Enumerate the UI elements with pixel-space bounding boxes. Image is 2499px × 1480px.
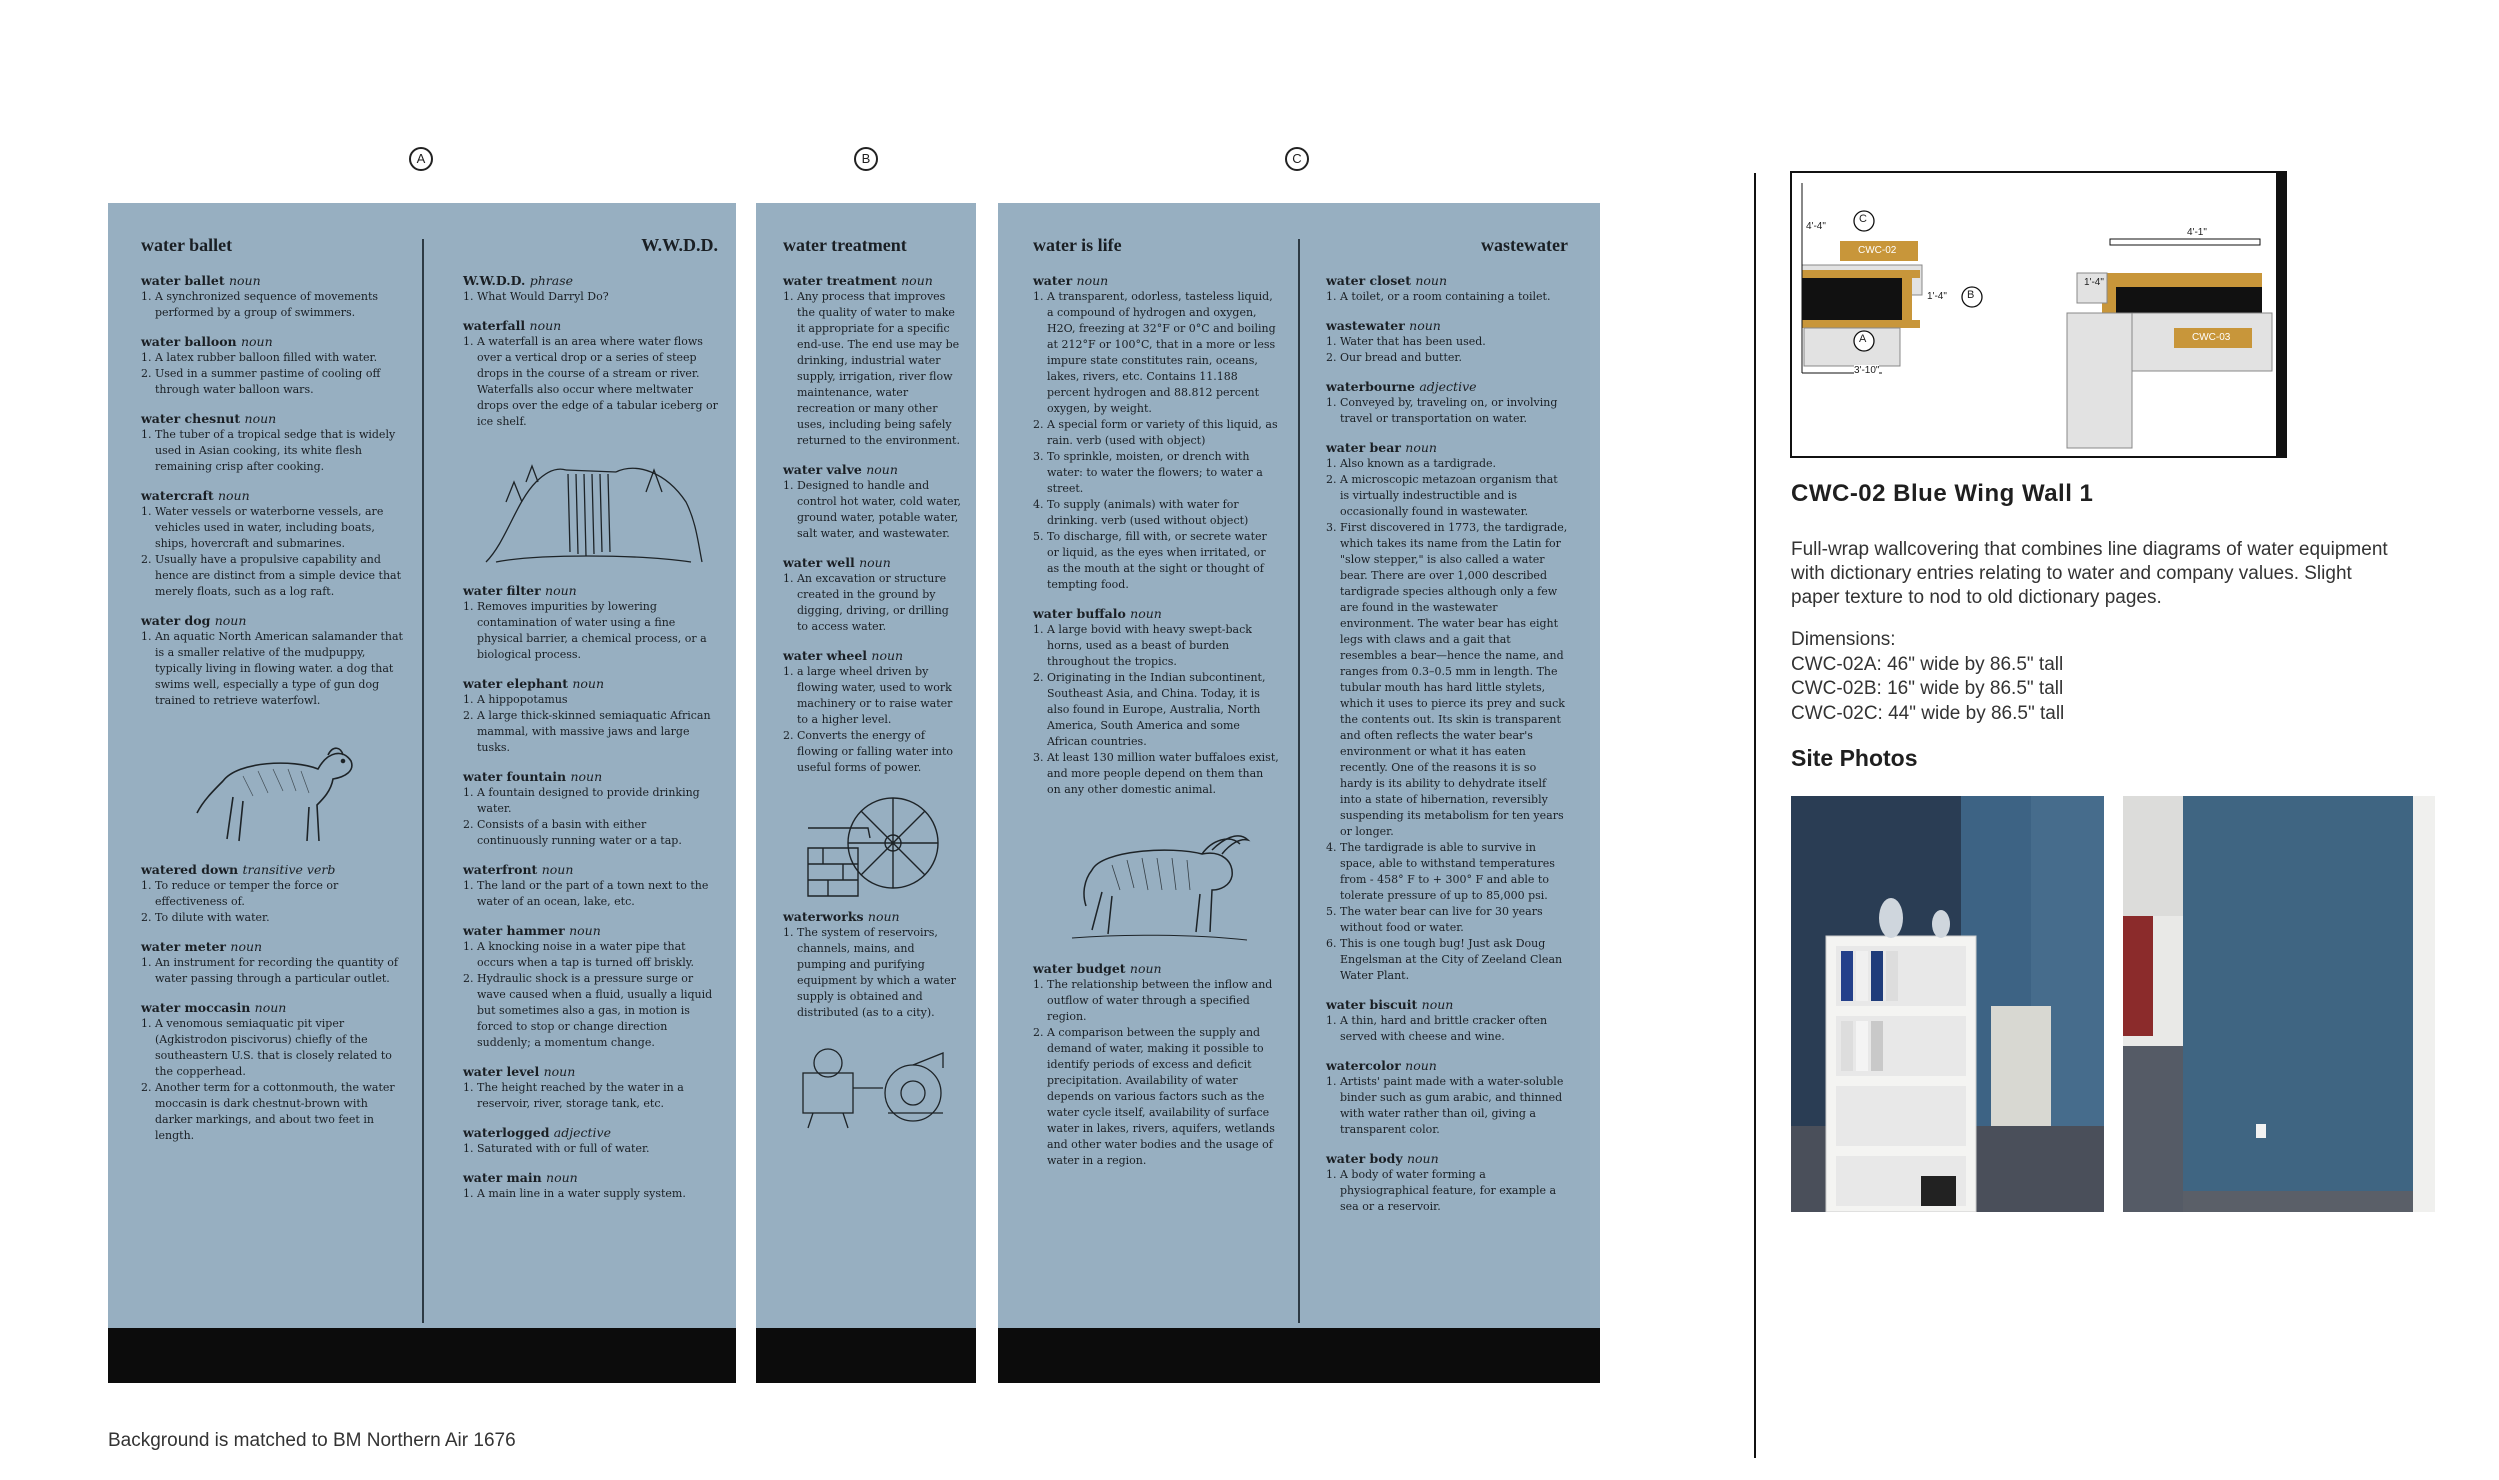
entry-definition: 1. Water that has been used. — [1326, 335, 1486, 348]
entry-part-of-speech: noun — [240, 334, 273, 349]
entry-definition: 1. Also known as a tardigrade. — [1326, 457, 1497, 470]
entry-part-of-speech: noun — [1421, 997, 1454, 1012]
plan-label-b: B — [1967, 289, 1975, 301]
entry-part-of-speech: noun — [871, 648, 904, 663]
dictionary-entry — [783, 554, 962, 635]
entry-part-of-speech: noun — [214, 613, 247, 628]
entry-definition: 1. A synchronized sequence of movements performed by a group of swimmers. — [141, 290, 379, 319]
dictionary-entry — [1326, 996, 1568, 1045]
entry-term-word: water filter — [463, 583, 541, 598]
entry-term — [1033, 960, 1280, 977]
entry-term — [783, 272, 962, 289]
entry-term — [463, 922, 718, 939]
floor-plan — [1790, 171, 2287, 458]
plan-label-c: C — [1859, 213, 1867, 225]
panel-c-left-heading: water is life — [1033, 235, 1122, 255]
entry-term-word: watered down — [141, 862, 239, 877]
entry-part-of-speech: noun — [1076, 273, 1109, 288]
entry-part-of-speech: noun — [228, 273, 261, 288]
plan-label-a: A — [1859, 333, 1867, 345]
entry-term-word: water well — [783, 555, 855, 570]
panel-a-left-entries — [141, 272, 404, 709]
entry-term — [783, 908, 962, 925]
dictionary-entry — [463, 1169, 718, 1202]
entry-term-word: water bear — [1326, 440, 1401, 455]
panel-c — [998, 203, 1600, 1383]
dictionary-entry — [463, 768, 718, 849]
entry-definition: 3. To sprinkle, moisten, or drench with water: to water the flowers; to water a street. — [1033, 450, 1263, 495]
entry-definition: 6. This is one tough bug! Just ask Doug Engelsman at the City of Zeeland Clean Water Plant. — [1326, 937, 1563, 982]
entry-term — [1326, 1150, 1568, 1167]
entry-term — [1326, 272, 1568, 289]
waterfall-illustration — [476, 442, 706, 572]
sheet-title: CWC-02 Blue Wing Wall 1 — [1791, 480, 2094, 507]
entry-term-word: water meter — [141, 939, 227, 954]
plan-dim-bottom: 3'-10" — [1854, 365, 1880, 376]
dictionary-entry — [1326, 439, 1568, 984]
dimension-c: CWC-02C: 44" wide by 86.5" tall — [1791, 702, 2065, 724]
entry-part-of-speech: noun — [569, 923, 601, 938]
dictionary-entry — [463, 582, 718, 663]
entry-definition: 4. To supply (animals) with water for drinking. verb (used without object) — [1033, 498, 1249, 527]
panel-c-right-entries — [1326, 272, 1568, 1215]
entry-term-word: water buffalo — [1033, 606, 1126, 621]
entry-definition: 2. Hydraulic shock is a pressure surge or wave caused when a fluid, usually a liquid but sometimes also a gas, in motion is forced to stop or change direction suddenly; a momentum change. — [463, 972, 713, 1049]
dictionary-entry — [463, 1124, 718, 1157]
entry-term-word: water level — [463, 1064, 540, 1079]
entry-definition: 1. A thin, hard and brittle cracker often served with cheese and wine. — [1326, 1014, 1548, 1043]
entry-term-word: water — [1033, 273, 1073, 288]
entry-term — [141, 487, 404, 504]
entry-definition: 1. Conveyed by, traveling on, or involving travel or transportation on water. — [1326, 396, 1558, 425]
panel-a-right-heading: W.W.D.D. — [641, 235, 718, 255]
dictionary-entry — [463, 272, 718, 305]
dimension-b: CWC-02B: 16" wide by 86.5" tall — [1791, 678, 2064, 699]
pump-illustration — [793, 1033, 953, 1133]
dictionary-entry — [1033, 272, 1280, 593]
entry-term-word: watercraft — [141, 488, 214, 503]
entry-term-word: water biscuit — [1326, 997, 1418, 1012]
water-buffalo-illustration — [1062, 810, 1252, 950]
entry-definition: 1. A fountain designed to provide drinking water. — [463, 786, 700, 815]
entry-term — [1326, 439, 1568, 456]
dictionary-entry — [141, 487, 404, 600]
entry-term — [1033, 272, 1280, 289]
entry-term — [783, 554, 962, 571]
entry-part-of-speech: transitive verb — [242, 862, 336, 877]
entry-definition: 1. A body of water forming a physiographical feature, for example a sea or a reservoir. — [1326, 1168, 1557, 1213]
entry-definition: 1. The land or the part of a town next to the water of an ocean, lake, etc. — [463, 879, 709, 908]
entry-part-of-speech: adjective — [553, 1125, 612, 1140]
entry-term-word: water balloon — [141, 334, 237, 349]
entry-term-word: water chesnut — [141, 411, 241, 426]
entry-definition: 1. An instrument for recording the quantity of water passing through a particular outlet. — [141, 956, 398, 985]
entry-term-word: water fountain — [463, 769, 567, 784]
entry-term — [463, 1169, 718, 1186]
marker-a: A — [409, 147, 433, 171]
dictionary-entry — [1033, 605, 1280, 798]
entry-definition: 1. The system of reservoirs, channels, mains, and pumping and purifying equipment by which a water supply is obtained and distributed (as to a city). — [783, 926, 956, 1019]
dictionary-entry — [141, 861, 404, 926]
entry-definition: 1. A venomous semiaquatic pit viper (Agkistrodon piscivorus) chiefly of the southeastern U.S. that is closely related to the copperhead. — [141, 1017, 392, 1078]
entry-definition: 1. What Would Darryl Do? — [463, 290, 609, 303]
entry-term — [141, 612, 404, 629]
entry-definition: 2. Used in a summer pastime of cooling off through water balloon wars. — [141, 367, 381, 396]
entry-part-of-speech: noun — [1405, 440, 1437, 455]
entry-term — [783, 461, 962, 478]
dimensions-block — [1791, 628, 2064, 726]
panel-a — [108, 203, 736, 1383]
entry-definition: 1. An aquatic North American salamander that is a smaller relative of the mudpuppy, typically living in flowing water. a dog that swims well, especially a type of gun dog trained to retrieve waterfowl. — [141, 630, 403, 707]
entry-term-word: water wheel — [783, 648, 868, 663]
entry-term-word: watercolor — [1326, 1058, 1401, 1073]
entry-definition: 5. To discharge, fill with, or secrete water or liquid, as the eyes when irritated, or as the mouth at the sight or thought of tempting food. — [1033, 530, 1267, 591]
entry-term — [463, 1124, 718, 1141]
panel-b-heading: water treatment — [783, 235, 907, 255]
entry-term — [463, 861, 718, 878]
dimension-a: CWC-02A: 46" wide by 86.5" tall — [1791, 653, 2064, 675]
entry-term — [463, 582, 718, 599]
entry-definition: 3. At least 130 million water buffaloes exist, and more people depend on them than on any other domestic animal. — [1033, 751, 1279, 796]
entry-term-word: waterworks — [783, 909, 864, 924]
dictionary-entry — [1326, 272, 1568, 305]
entry-term-word: water body — [1326, 1151, 1403, 1166]
entry-definition: 2. A comparison between the supply and demand of water, making it possible to identify periods of excess and deficit precipitation. Availability of water depends on various factors such as the water cycle itself, availability of surface water in lakes, rivers, aquifers, wetlands and other water bodies and the usage of water in a region. — [1033, 1026, 1275, 1167]
panel-a-right-column — [423, 235, 736, 1313]
entry-definition: 1. A main line in a water supply system. — [463, 1187, 686, 1200]
panel-b-base — [756, 1328, 976, 1383]
entry-definition: 1. Artists' paint made with a water-soluble binder such as gum arabic, and thinned with water rather than oil, giving a transparent color. — [1326, 1075, 1564, 1136]
dog-illustration — [183, 721, 363, 851]
entry-term — [141, 333, 404, 350]
entry-term-word: water main — [463, 1170, 542, 1185]
panel-a-left-column — [108, 235, 422, 1313]
panel-a-left-heading: water ballet — [141, 235, 233, 255]
entry-definition: 1. Saturated with or full of water. — [463, 1142, 650, 1155]
dictionary-entry — [463, 675, 718, 756]
entry-definition: 2. Usually have a propulsive capability and hence are distinct from a simple device that merely floats, such as a log raft. — [141, 553, 402, 598]
dictionary-entry — [463, 861, 718, 910]
entry-term-word: water elephant — [463, 676, 568, 691]
plan-dim-mid: 1'-4" — [1927, 291, 1947, 302]
dictionary-entry — [783, 908, 962, 1021]
entry-term-word: water valve — [783, 462, 862, 477]
entry-term-word: water closet — [1326, 273, 1411, 288]
dictionary-entry — [463, 317, 718, 430]
plan-tag-cwc03: CWC-03 — [2192, 332, 2231, 343]
entry-term — [141, 410, 404, 427]
marker-c: C — [1285, 147, 1309, 171]
entry-part-of-speech: noun — [1130, 606, 1162, 621]
entry-term — [463, 675, 718, 692]
panel-b — [756, 203, 976, 1383]
entry-term — [141, 861, 404, 878]
entry-part-of-speech: noun — [1409, 318, 1441, 333]
panel-a-right-entries — [463, 272, 718, 430]
panel-c-right-heading: wastewater — [1481, 235, 1568, 255]
entry-definition: 2. Another term for a cottonmouth, the water moccasin is dark chestnut-brown with darker markings, and about two feet in length. — [141, 1081, 395, 1142]
entry-part-of-speech: noun — [254, 1000, 287, 1015]
entry-term — [141, 999, 404, 1016]
dictionary-entry — [141, 612, 404, 709]
panel-c-left-entries — [1033, 272, 1280, 798]
entry-part-of-speech: noun — [1405, 1058, 1437, 1073]
entry-term-word: waterfront — [463, 862, 538, 877]
entry-term-word: water hammer — [463, 923, 565, 938]
dictionary-entry — [1326, 1057, 1568, 1138]
panel-a-base — [108, 1328, 736, 1383]
site-photo-2 — [2123, 796, 2435, 1212]
entry-part-of-speech: noun — [230, 939, 263, 954]
entry-term — [463, 272, 718, 289]
entry-part-of-speech: noun — [867, 909, 900, 924]
plan-dim-right-top: 4'-1" — [2187, 227, 2207, 238]
dictionary-entry — [463, 1063, 718, 1112]
entry-term-word: waterfall — [463, 318, 526, 333]
entry-term — [1326, 378, 1568, 395]
entry-part-of-speech: noun — [572, 676, 605, 691]
entry-term — [463, 317, 718, 334]
entry-definition: 1. Removes impurities by lowering contamination of water using a fine physical barrier, a chemical process, or a biological process. — [463, 600, 707, 661]
entry-definition: 1. An excavation or structure created in the ground by digging, driving, or drilling to access water. — [783, 572, 949, 633]
dictionary-entry — [1326, 317, 1568, 366]
entry-term-word: waterlogged — [463, 1125, 550, 1140]
plan-dim-top-left: 4'-4" — [1806, 221, 1826, 232]
dictionary-entry — [141, 410, 404, 475]
dictionary-entry — [1326, 378, 1568, 427]
entry-term-word: water ballet — [141, 273, 225, 288]
panel-b-entries — [783, 272, 962, 776]
entry-definition: 3. First discovered in 1773, the tardigrade, which takes its name from the Latin for "slow stepper," is also called a water bear. There are over 1,000 described tardigrade species although only a few are found in the wastewater environment. The water bear has eight legs with claws and a gait that resembles a bear—hence the name, and ranges from 0.3–0.5 mm in length. The tubular mouth has hard little stylets, which it uses to pierce its prey and suck the contents out. Its skin is transparent and often reflects the water bear's environment or what it has eaten recently. One of the reasons it is so hardy is its ability to dehydrate itself into a state of hibernation, reversibly suspending its metabolism for ten years or longer. — [1326, 521, 1568, 838]
entry-part-of-speech: noun — [217, 488, 250, 503]
entry-part-of-speech: phrase — [529, 273, 574, 288]
entry-part-of-speech: noun — [244, 411, 277, 426]
dictionary-entry — [141, 272, 404, 321]
dictionary-entry — [141, 938, 404, 987]
entry-part-of-speech: noun — [543, 1064, 576, 1079]
entry-part-of-speech: noun — [859, 555, 891, 570]
entry-definition: 2. A microscopic metazoan organism that is virtually indestructible and is occasionally found in wastewater. — [1326, 473, 1558, 518]
entry-definition: 4. The tardigrade is able to survive in space, able to withstand temperatures from - 458° F to + 300° F and able to tolerate pressure of up to 85,000 psi. — [1326, 841, 1555, 902]
entry-part-of-speech: noun — [529, 318, 562, 333]
panel-a-left-entries-2 — [141, 861, 404, 1144]
entry-definition: 1. A large bovid with heavy swept-back horns, used as a beast of burden throughout the tropics. — [1033, 623, 1252, 668]
dictionary-entry — [783, 461, 962, 542]
dictionary-entry — [141, 333, 404, 398]
entry-definition: 2. To dilute with water. — [141, 911, 270, 924]
background-note: Background is matched to BM Northern Air 1676 — [108, 1430, 516, 1451]
panel-c-right-column — [1299, 235, 1600, 1313]
panel-c-base — [998, 1328, 1600, 1383]
entry-term — [141, 272, 404, 289]
entry-part-of-speech: noun — [546, 1170, 578, 1185]
marker-b: B — [854, 147, 878, 171]
water-wheel-illustration — [798, 788, 948, 898]
entry-part-of-speech: noun — [901, 273, 933, 288]
entry-part-of-speech: adjective — [1419, 379, 1477, 394]
entry-part-of-speech: noun — [1129, 961, 1162, 976]
entry-definition: 1. To reduce or temper the force or effectiveness of. — [141, 879, 339, 908]
entry-definition: 1. A transparent, odorless, tasteless liquid, a compound of hydrogen and oxygen, H2O, freezing at 32°F or 0°C and boiling at 212°F or 100°C, that in a more or less impure state constitutes rain, oceans, lakes, rivers, etc. Contains 11.188 percent hydrogen and 88.812 percent oxygen, by weight. — [1033, 290, 1276, 415]
entry-term-word: W.W.D.D. — [463, 273, 526, 288]
site-photos-title: Site Photos — [1791, 745, 1918, 771]
sheet-divider — [1754, 173, 1756, 1458]
entry-definition: 1. A toilet, or a room containing a toilet. — [1326, 290, 1551, 303]
entry-definition: 2. Our bread and butter. — [1326, 351, 1462, 364]
entry-term-word: water treatment — [783, 273, 897, 288]
entry-part-of-speech: noun — [570, 769, 603, 784]
entry-definition: 1. Water vessels or waterborne vessels, are vehicles used in water, including boats, ships, hovercraft and submarines. — [141, 505, 384, 550]
entry-term — [463, 768, 718, 785]
entry-term-word: water moccasin — [141, 1000, 251, 1015]
sheet-description: Full-wrap wallcovering that combines line diagrams of water equipment with dictionary entries relating to water and company values. Slight paper texture to nod to old dictionary pages. — [1791, 539, 2388, 608]
entry-definition: 1. A waterfall is an area where water flows over a vertical drop or a series of steep drops in the course of a stream or river. Waterfalls also occur where meltwater drops over the edge of a tabular iceberg or ice shelf. — [463, 335, 718, 428]
dictionary-entry — [1326, 1150, 1568, 1215]
entry-definition: 1. Designed to handle and control hot water, cold water, ground water, potable water, salt water, and wastewater. — [783, 479, 962, 540]
entry-definition: 2. Converts the energy of flowing or falling water into useful forms of power. — [783, 729, 954, 774]
entry-term-word: wastewater — [1326, 318, 1405, 333]
entry-term — [463, 1063, 718, 1080]
entry-definition: 2. A large thick-skinned semiaquatic African mammal, with massive jaws and large tusks. — [463, 709, 711, 754]
entry-part-of-speech: noun — [1415, 273, 1448, 288]
entry-term-word: waterbourne — [1326, 379, 1415, 394]
panel-a-right-entries-2 — [463, 582, 718, 1202]
entry-definition: 1. a large wheel driven by flowing water, used to work machinery or to raise water to a higher level. — [783, 665, 953, 726]
plan-dim-right-side: 1'-4" — [2084, 277, 2104, 288]
panel-c-left-column — [998, 235, 1298, 1313]
entry-term — [1033, 605, 1280, 622]
entry-term — [783, 647, 962, 664]
panel-b-column — [756, 235, 976, 1313]
plan-tag-cwc02: CWC-02 — [1858, 245, 1897, 256]
dictionary-entry — [1033, 960, 1280, 1169]
dictionary-entry — [783, 647, 962, 776]
entry-definition: 1. A latex rubber balloon filled with water. — [141, 351, 378, 364]
panel-c-left-entries-2 — [1033, 960, 1280, 1169]
entry-part-of-speech: noun — [545, 583, 577, 598]
entry-term — [1326, 317, 1568, 334]
entry-definition: 2. Originating in the Indian subcontinent, Southeast Asia, and China. Today, it is also found in Europe, Australia, North America, South America and some African countries. — [1033, 671, 1266, 748]
dictionary-entry — [783, 272, 962, 449]
entry-definition: 2. Consists of a basin with either continuously running water or a tap. — [463, 818, 682, 847]
entry-term — [141, 938, 404, 955]
entry-definition: 1. A knocking noise in a water pipe that occurs when a tap is turned off briskly. — [463, 940, 694, 969]
entry-definition: 1. The tuber of a tropical sedge that is widely used in Asian cooking, its white flesh remaining crisp after cooking. — [141, 428, 396, 473]
dimensions-label: Dimensions: — [1791, 629, 1896, 650]
entry-definition: 1. The height reached by the water in a reservoir, river, storage tank, etc. — [463, 1081, 684, 1110]
entry-part-of-speech: noun — [541, 862, 574, 877]
entry-definition: 2. A special form or variety of this liquid, as rain. verb (used with object) — [1033, 418, 1278, 447]
entry-part-of-speech: noun — [1406, 1151, 1439, 1166]
entry-definition: 1. The relationship between the inflow and outflow of water through a specified region. — [1033, 978, 1273, 1023]
dictionary-entry — [141, 999, 404, 1144]
entry-term — [1326, 1057, 1568, 1074]
entry-term-word: water dog — [141, 613, 211, 628]
dictionary-entry — [463, 922, 718, 1051]
entry-part-of-speech: noun — [866, 462, 898, 477]
site-photo-1 — [1791, 796, 2104, 1212]
entry-definition: 5. The water bear can live for 30 years without food or water. — [1326, 905, 1543, 934]
entry-term-word: water budget — [1033, 961, 1126, 976]
entry-term — [1326, 996, 1568, 1013]
panel-b-entries-2 — [783, 908, 962, 1021]
entry-definition: 1. A hippopotamus — [463, 693, 568, 706]
entry-definition: 1. Any process that improves the quality of water to make it appropriate for a specific end-use. The end use may be drinking, industrial water supply, irrigation, river flow maintenance, water recreation or many other uses, including being safely returned to the environment. — [783, 290, 960, 447]
